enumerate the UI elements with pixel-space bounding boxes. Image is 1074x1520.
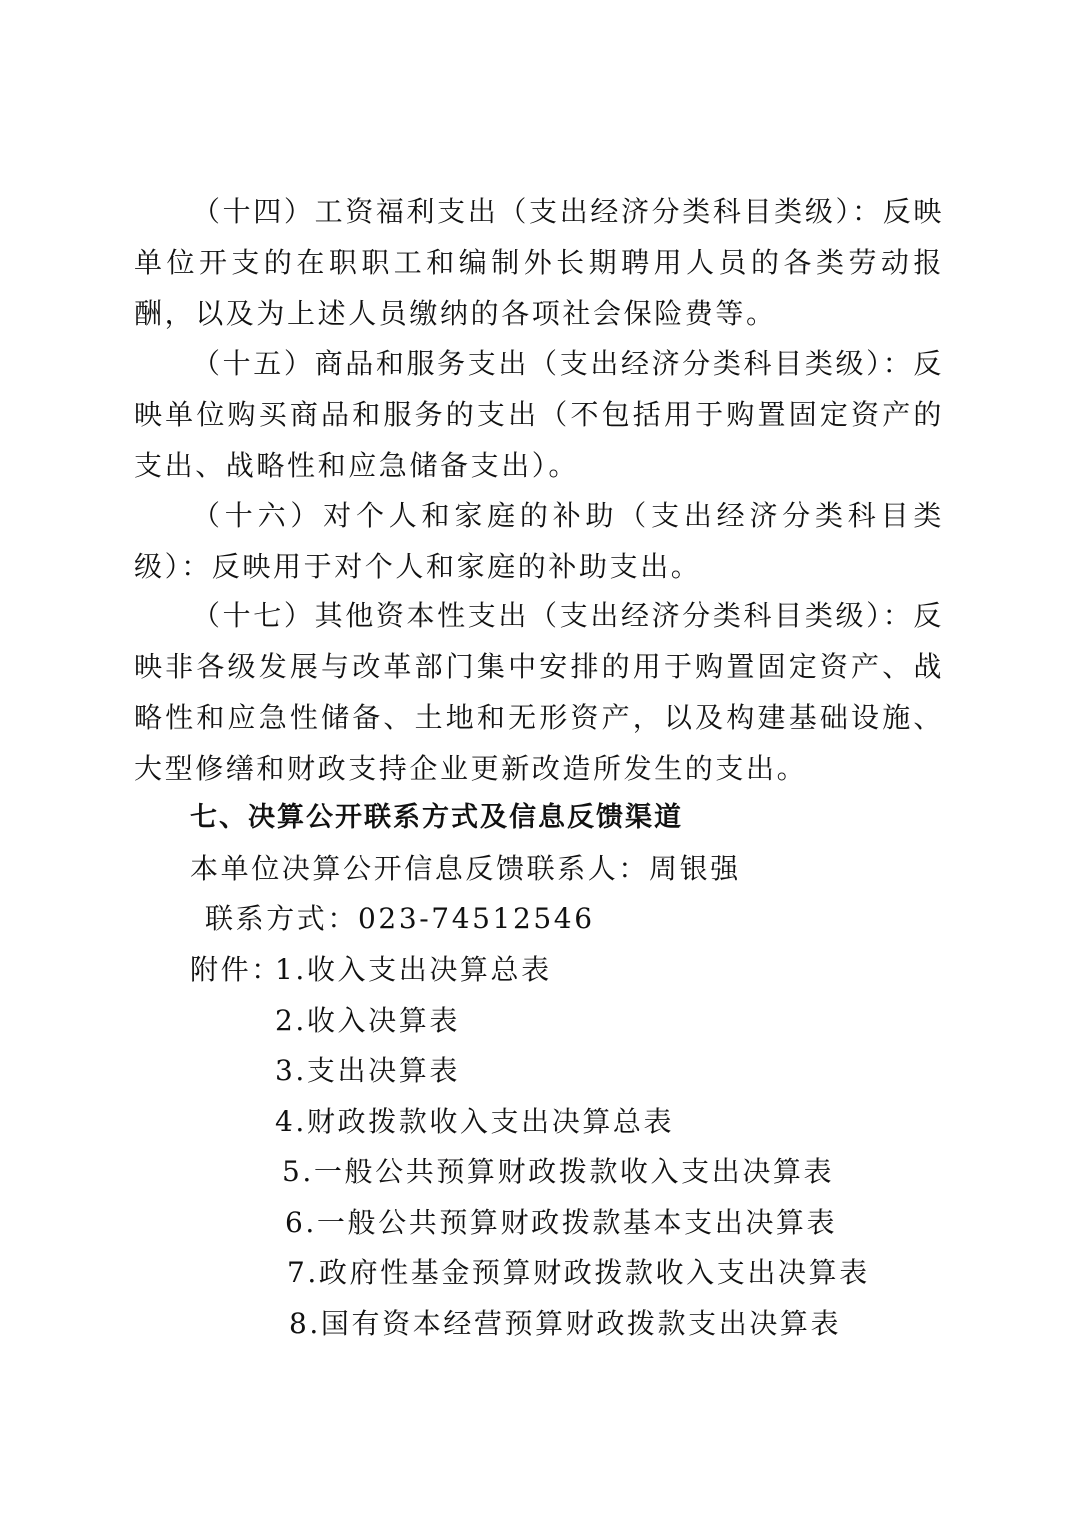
contact-phone-text: 联系方式：023-74512546	[205, 902, 595, 935]
attachment-item: 5.一般公共预算财政拨款收入支出决算表	[282, 1155, 835, 1188]
paragraph-goods-services-expenditure: （十五）商品和服务支出（支出经济分类科目类级）：反映单位购买商品和服务的支出（不包括用于购置固定资产的支出、战略性和应急储备支出）。	[134, 347, 944, 482]
attachment-item: 1.收入支出决算总表	[275, 953, 552, 986]
attachment-item: 6.一般公共预算财政拨款基本支出决算表	[285, 1206, 838, 1239]
paragraph-household-subsidy: （十六）对个人和家庭的补助（支出经济分类科目类级）：反映用于对个人和家庭的补助支出。	[134, 499, 944, 583]
paragraph-other-capital-expenditure: （十七）其他资本性支出（支出经济分类科目类级）：反映非各级发展与改革部门集中安排的用于购置固定资产、战略性和应急性储备、土地和无形资产，以及构建基础设施、大型修缮和财政支持企业更新改造所发生的支出。	[134, 599, 944, 785]
attachment-item: 2.收入决算表	[275, 1004, 460, 1037]
section-seven-heading: 七、决算公开联系方式及信息反馈渠道	[190, 802, 683, 833]
paragraph-wage-welfare-expenditure: （十四）工资福利支出（支出经济分类科目类级）：反映单位开支的在职职工和编制外长期聘用人员的各类劳动报酬，以及为上述人员缴纳的各项社会保险费等。	[134, 195, 944, 330]
attachments-label: 附件：	[190, 953, 282, 986]
attachment-item: 7.政府性基金预算财政拨款收入支出决算表	[287, 1256, 870, 1289]
attachment-item: 4.财政拨款收入支出决算总表	[275, 1105, 675, 1138]
attachment-item: 8.国有资本经营预算财政拨款支出决算表	[289, 1307, 842, 1340]
attachment-item: 3.支出决算表	[275, 1054, 460, 1087]
contact-person-text: 本单位决算公开信息反馈联系人：周银强	[190, 852, 741, 885]
